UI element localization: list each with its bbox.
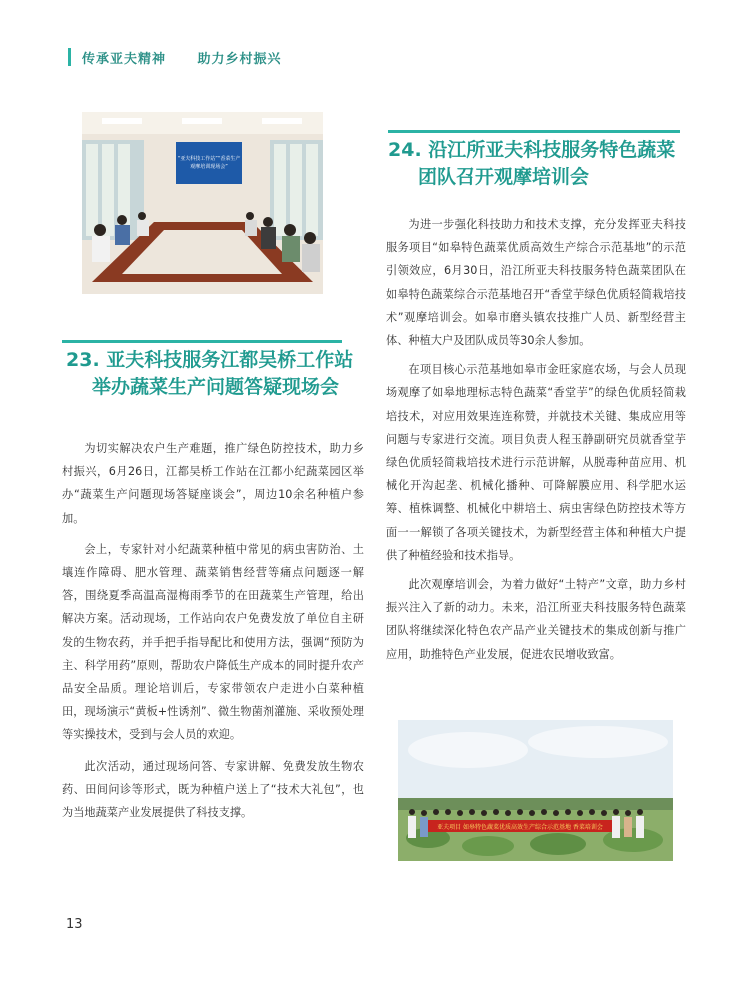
article24-top-rule	[388, 130, 680, 133]
article24-title-line1: 24. 沿江所亚夫科技服务特色蔬菜	[388, 139, 676, 161]
article23-top-rule	[62, 340, 342, 343]
article24-paragraph-1: 为进一步强化科技助力和技术支撑，充分发挥亚夫科技服务项目“如皋特色蔬菜优质高效生产综合示范基地”的示范引领效应，6月30日，沿江所亚夫科技服务特色蔬菜团队在如皋特色蔬菜综合示范基地召开“香堂芋绿色优质轻简栽培技术”观摩培训会。如皋市磨头镇农技推广人员、新型经营主体、种植大户及团队成员等30余人参加。	[386, 218, 686, 348]
article23-paragraph-2: 会上，专家针对小纪蔬菜种植中常见的病虫害防治、土壤连作障碍、肥水管理、蔬菜销售经营等痛点问题逐一解答，围绕夏季高温高湿梅雨季节的在田蔬菜生产管理，给出解决方案。活动现场，工作站向农户免费发放了单位自主研发的生物农药，并手把手指导配比和使用方法，强调“预防为主、科学用药”原则，帮助农户降低生产成本的同时提升农产品安全品质。理论培训后，专家带领农户走进小白菜种植田，现场演示“黄板+性诱剂”、微生物菌剂灌施、采收预处理等实操技术，受到与会人员的欢迎。	[62, 542, 364, 742]
article23-paragraph-1: 为切实解决农户生产难题，推广绿色防控技术，助力乡村振兴，6月26日，江都吴桥工作站在江都小纪蔬菜园区举办“蔬菜生产问题现场答疑座谈会”，周边10余名种植户参加。	[62, 442, 364, 525]
article23-title-line2: 举办蔬菜生产问题答疑现场会	[92, 376, 340, 398]
article24-title-line2: 团队召开观摩培训会	[418, 166, 590, 188]
meeting-photo	[82, 112, 323, 294]
svg-text:观摩培训现场会”: 观摩培训现场会”	[190, 164, 228, 170]
article24-body	[386, 213, 686, 666]
running-header	[82, 48, 308, 67]
screen-text: “亚夫科技工作站”“香菜生产	[177, 156, 241, 162]
article24-paragraph-2: 在项目核心示范基地如皋市金旺家庭农场，与会人员现场观摩了如皋地理标志特色蔬菜“香堂芋”的绿色优质轻简栽培技术，对应用效果连连称赞，并就技术关键、集成应用等问题与专家进行交流。项目负责人程玉静副研究员就香堂芋绿色优质轻简栽培技术进行示范讲解，从脱毒种苗应用、机械化开沟起垄、机械化播种、可降解膜应用、科学肥水运筹、植株调整、机械化中耕培土、病虫害绿色防控技术等方面一一解锁了各项关键技术，为新型经营主体和种植大户提供了种植经验和技术指导。	[386, 363, 686, 562]
page-number: 13	[66, 917, 83, 932]
article23-title-line1: 23. 亚夫科技服务江都吴桥工作站	[66, 349, 354, 371]
article23-paragraph-3: 此次活动，通过现场问答、专家讲解、免费发放生物农药、田间问诊等形式，既为种植户送上了“技术大礼包”，也为当地蔬菜产业发展提供了科技支撑。	[62, 759, 364, 820]
header-accent-bar	[68, 48, 71, 66]
article24-paragraph-3: 此次观摩培训会，为着力做好“土特产”文章，助力乡村振兴注入了新的动力。未来，沿江所亚夫科技服务特色蔬菜团队将继续深化特色农产品产业关键技术的集成创新与推广应用，助推特色产业发展，促进农民增收致富。	[386, 578, 686, 661]
banner-text: 亚夫项目 如皋特色蔬菜优质高效生产综合示范基地 香菜培训会	[437, 824, 603, 831]
article23-body	[62, 437, 364, 824]
header-slogan-left: 传承亚夫精神	[82, 52, 167, 67]
field-group-photo	[398, 720, 673, 861]
header-slogan-right: 助力乡村振兴	[197, 52, 282, 67]
